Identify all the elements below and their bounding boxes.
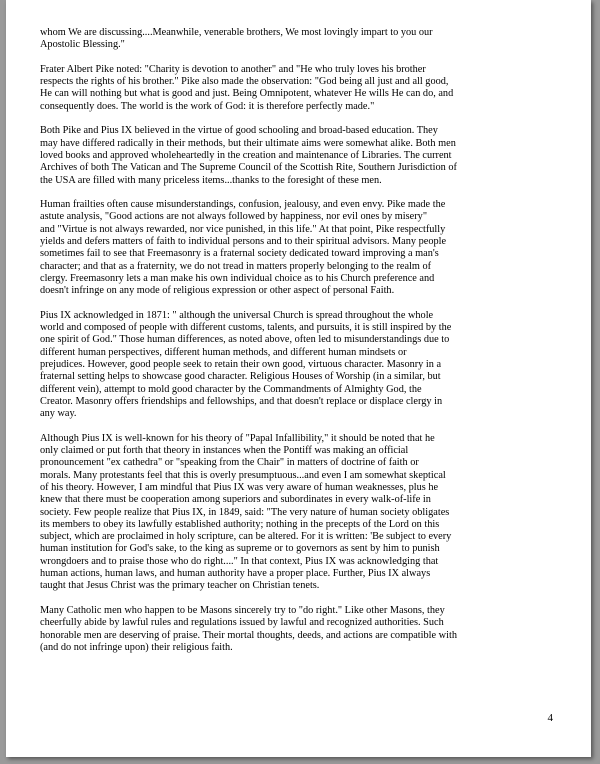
page-body <box>40 27 568 666</box>
paragraph-5: Pius IX acknowledged in 1871: " although the universal Church is spread throughout the whole world and composed of people with different customs, talents, and pursuits, it is still inspired by the one spirit of God." Those human differences, as noted above, often led to misunderstandings due to different human perspectives, different human methods, and different human mindsets or prejudices. However, good people seek to retain their own good, virtuous character. Masonry in a fraternal setting helps to showcase good character. Religious Houses of Worship (in a similar, but different vein), attempt to mold good character by the Commandments of Almighty God, the Creator. Masonry offers friendships and fellowships, and that doesn't replace or displace clergy in any way. <box>40 309 452 420</box>
paragraph-4: Human frailties often cause misunderstandings, confusion, jealousy, and even envy. Pike made the astute analysis, "Good actions are not always followed by happiness, nor evil ones by misery" and "Virtue is not always rewarded, nor vice punished, in this life." At that point, Pike respectfully yields and defers matters of faith to individual persons and to their spiritual advisors. Many people sometimes fail to see that Freemasonry is a fraternal society dedicated toward improving a man's character; and that as a fraternity, we do not tread in matters properly belonging to the realm of clergy. Freemasonry lets a man make his own individual choice as to his Church preference and doesn't infringe on any mode of religious expression or other aspect of personal Faith. <box>40 199 447 297</box>
page-number: 4 <box>547 712 553 724</box>
document-page <box>6 0 591 757</box>
paragraph-1: whom We are discussing....Meanwhile, venerable brothers, We most lovingly impart to you our Apostolic Blessing." <box>40 27 433 51</box>
paragraph-7: Many Catholic men who happen to be Masons sincerely try to "do right." Like other Masons, they cheerfully abide by lawful rules and regulations issued by lawful and recognized authorities. Such honorable men are deserving of praise. Their mortal thoughts, deeds, and actions are compatible with (and do not infringe upon) their religious faith. <box>40 604 457 653</box>
paragraph-3: Both Pike and Pius IX believed in the virtue of good schooling and broad-based education. They may have differed radically in their methods, but their ultimate aims were somewhat alike. Both men loved books and approved wholeheartedly in the creation and maintenance of Libraries. The current Archives of both The Vatican and The Supreme Council of the Scottish Rite, Southern Jurisdiction of the USA are filled with many priceless items...thanks to the foresight of these men. <box>40 125 457 186</box>
paragraph-2: Frater Albert Pike noted: "Charity is devotion to another" and "He who truly loves his brother respects the rights of his brother." Pike also made the observation: "God being all just and all good, He can will nothing but what is good and just. Being Omnipotent, whatever He wills He can do, and consequently does. The world is the work of God: it is therefore perfectly made." <box>40 63 454 112</box>
paragraph-6: Although Pius IX is well-known for his theory of "Papal Infallibility," it should be noted that he only claimed or put forth that theory in instances when the Pontiff was making an official pronouncement "ex cathedra" or "speaking from the Chair" in matters of doctrine of faith or morals. Many protestants feel that this is overly presumptuous...and even I am somewhat skeptical of his theory. However, I am mindful that Pius IX was very aware of human weaknesses, plus he knew that there must be cooperation among superiors and subordinates in every walk-of-life in society. Few people realize that Pius IX, in 1849, said: "The very nature of human society obligates its members to obey its lawfully established authority; nothing in the precepts of the Lord on this subject, which are proclaimed in holy scripture, can be altered. For it is written: 'Be subject to every human institution for God's sake, to the king as supreme or to governors as sent by him to punish wrongdoers and to praise those who do right...." In that context, Pius IX was acknowledging that human actions, human laws, and human authority have a proper place. Further, Pius IX always taught that Jesus Christ was the primary teacher on Christian tenets. <box>40 432 452 592</box>
